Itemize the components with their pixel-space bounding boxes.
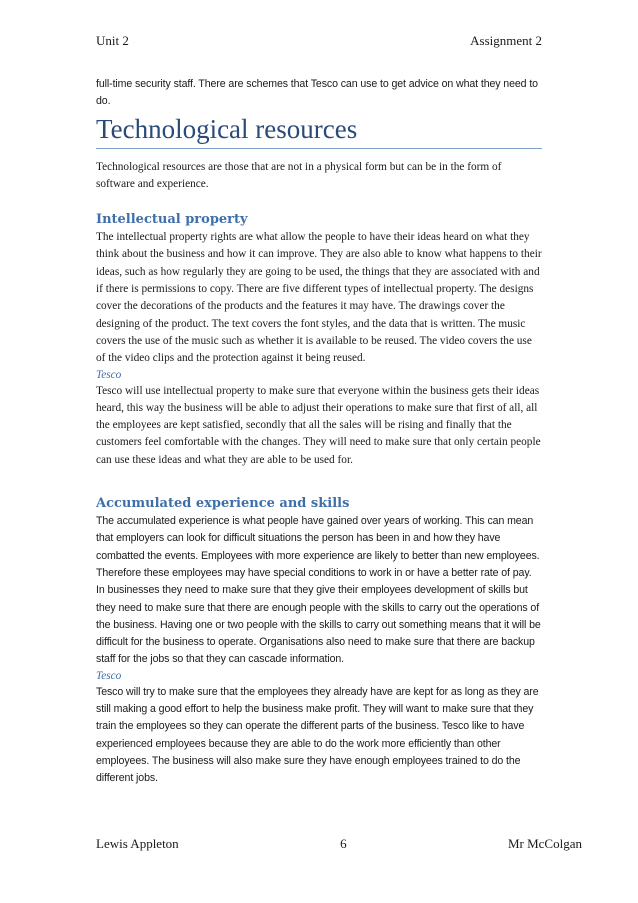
header-unit: Unit 2 [96,33,129,48]
footer-teacher: Mr McColgan [507,836,582,851]
accumulated-experience-paragraph: The accumulated experience is what people have gained over years of working. This can mean that employers can look for difficult situations the person has been in and how they have combatted the events. Employees with more experience are likely to better than new employees. Therefore these employees may have special conditions to work in or have a better rate of pay. In businesses they need to make sure that they give their employees development of skills but they need to make sure that there are enough people with the skills to carry out the operations of the business. Having one or two people with the skills to carry out something means that it will be difficult for the business to operate. Organisations also need to make sure that there are backup staff for the jobs so that they can cascade information. [96,515,541,666]
page-content [96,76,542,788]
tesco-subheading: Tesco [96,669,122,682]
tech-paragraph: Technological resources are those that are not in a physical form but can be in the form of software and experience. [96,160,502,190]
page-header [96,33,542,49]
section-heading-accumulated-experience: Accumulated experience and skills [96,496,350,512]
page-number: 6 [340,836,347,851]
section-heading-intellectual-property: Intellectual property [96,212,248,228]
intro-paragraph: full-time security staff. There are schemes that Tesco can use to get advice on what they need to do. [96,78,538,108]
page-title: Technological resources [96,113,542,149]
page-footer [96,836,582,852]
header-assignment: Assignment 2 [470,33,542,48]
tesco-subheading: Tesco [96,368,122,381]
tesco-ip-paragraph: Tesco will use intellectual property to make sure that everyone within the business gets their ideas heard, this way the business will be able to adjust their operations to make sure that first of all, all the employees are kept satisfied, secondly that all the sales will be rising and finally that the customers feel comfortable with the changes. They will need to make sure that only certain people can use these ideas and what they are able to be used for. [96,384,541,466]
tesco-experience-paragraph: Tesco will try to make sure that the employees they already have are kept for as long as they are still making a good effort to help the business make profit. They will want to make sure that they train the employees so they can operate the different parts of the business. Tesco like to have experienced employees because they are able to do the work more efficiently than other employees. The business will also make sure they have enough employees trained to do the different jobs. [96,685,539,785]
footer-author: Lewis Appleton [96,836,179,851]
intellectual-property-paragraph: The intellectual property rights are what allow the people to have their ideas heard on what they think about the business and how it can improve. They are also able to know what happens to their ideas, such as how regularly they are going to be used, the things that they are associated with and if there is permissions to copy. There are five different types of intellectual property. The designs cover the decorations of the products and the features it may have. The drawings cover the designing of the product. The text covers the font styles, and the data that is written. The music covers the use of the music such as whether it is available to be reused. The video covers the use of the video clips and the protection against it being reused. [96,231,542,365]
